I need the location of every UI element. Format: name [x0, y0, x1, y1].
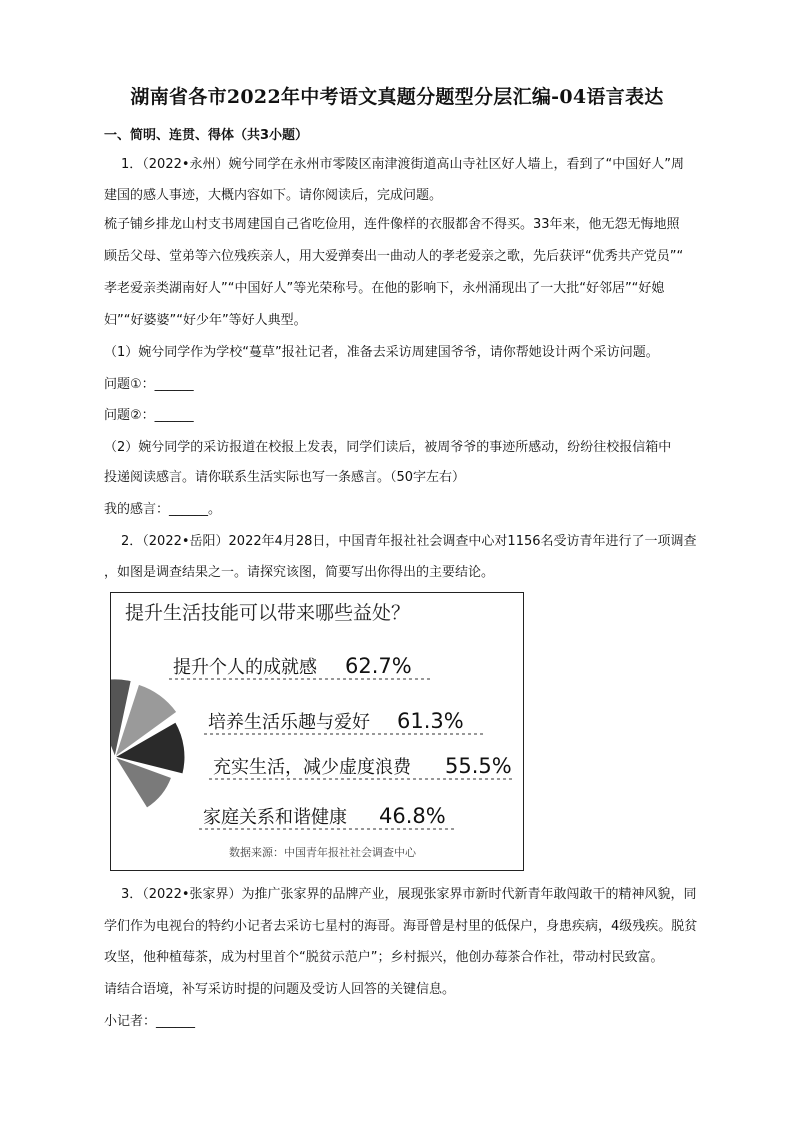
- q3-line1: 3．（2022•张家界）为推广张家界的品牌产业，展现张家界市新时代新青年敢闯敢干的精神风貌，同: [121, 887, 697, 902]
- q1-answer: 我的感言：______。: [104, 502, 222, 517]
- q1-sub1: （1）婉兮同学作为学校“蔓草”报社记者，准备去采访周建国爷爷，请你帮她设计两个采访问题。: [104, 345, 659, 360]
- q1-line1: 1．（2022•永州）婉兮同学在永州市零陵区南津渡街道高山寺社区好人墙上，看到了“中国好人”周: [121, 157, 684, 172]
- q1-ask1: 问题①：______: [104, 377, 194, 392]
- q3-line3: 攻坚，他种植莓茶，成为村里首个“脱贫示范户”；乡村振兴，他创办莓茶合作社，带动村民致富。: [104, 950, 664, 965]
- q1-para3: 孝老爱亲类湖南好人”“中国好人”等光荣称号。在他的影响下，永州涌现出了一大批“好邻居”“好媳: [104, 281, 665, 296]
- q3-line2: 学们作为电视台的特约小记者去采访七星村的海哥。海哥曾是村里的低保户，身患疾病，4级残疾。脱贫: [104, 919, 698, 934]
- data-source: 数据来源：中国青年报社社会调查中心: [229, 846, 416, 859]
- category-label: 提升个人的成就感: [173, 657, 317, 678]
- survey-chart: [110, 592, 524, 871]
- value-label: 55.5%: [445, 754, 512, 778]
- q2-line1: 2．（2022•岳阳）2022年4月28日，中国青年报社社会调查中心对1156名受访青年进行了一项调查: [121, 534, 697, 549]
- category-label: 培养生活乐趣与爱好: [208, 712, 370, 733]
- q1-sub2b: 投递阅读感言。请你联系生活实际也写一条感言。（50字左右）: [104, 470, 466, 485]
- chart-svg: [111, 593, 522, 869]
- q1-para2: 顾岳父母、堂弟等六位残疾亲人，用大爱弹奏出一曲动人的孝老爱亲之歌，先后获评“优秀共产党员”“: [104, 249, 684, 264]
- category-label: 家庭关系和谐健康: [203, 807, 347, 828]
- q1-para1: 梳子铺乡排龙山村支书周建国自己省吃俭用，连件像样的衣服都舍不得买。33年来，他无怨无悔地照: [104, 217, 680, 232]
- chart-title: 提升生活技能可以带来哪些益处？: [125, 602, 411, 624]
- value-label: 61.3%: [397, 709, 464, 733]
- q3-reporter: 小记者：______: [104, 1014, 196, 1029]
- category-label: 充实生活，减少虚度浪费: [213, 757, 411, 778]
- q2-line2: ，如图是调查结果之一。请探究该图，简要写出你得出的主要结论。: [104, 565, 495, 580]
- q1-ask2: 问题②：______: [104, 408, 194, 423]
- q1-sub2a: （2）婉兮同学的采访报道在校报上发表，同学们读后，被周爷爷的事迹所感动，纷纷往校报信箱中: [104, 440, 672, 455]
- page-title: 湖南省各市2022年中考语文真题分题型分层汇编-04语言表达: [130, 86, 664, 108]
- value-label: 62.7%: [345, 654, 412, 678]
- q3-line4: 请结合语境，补写采访时提的问题及受访人回答的关键信息。: [104, 982, 456, 997]
- value-label: 46.8%: [379, 804, 446, 828]
- q1-line2: 建国的感人事迹，大概内容如下。请你阅读后，完成问题。: [104, 188, 443, 203]
- q1-para4: 妇”“好婆婆”“好少年”等好人典型。: [104, 313, 307, 328]
- section-heading: 一、简明、连贯、得体（共3小题）: [104, 128, 309, 143]
